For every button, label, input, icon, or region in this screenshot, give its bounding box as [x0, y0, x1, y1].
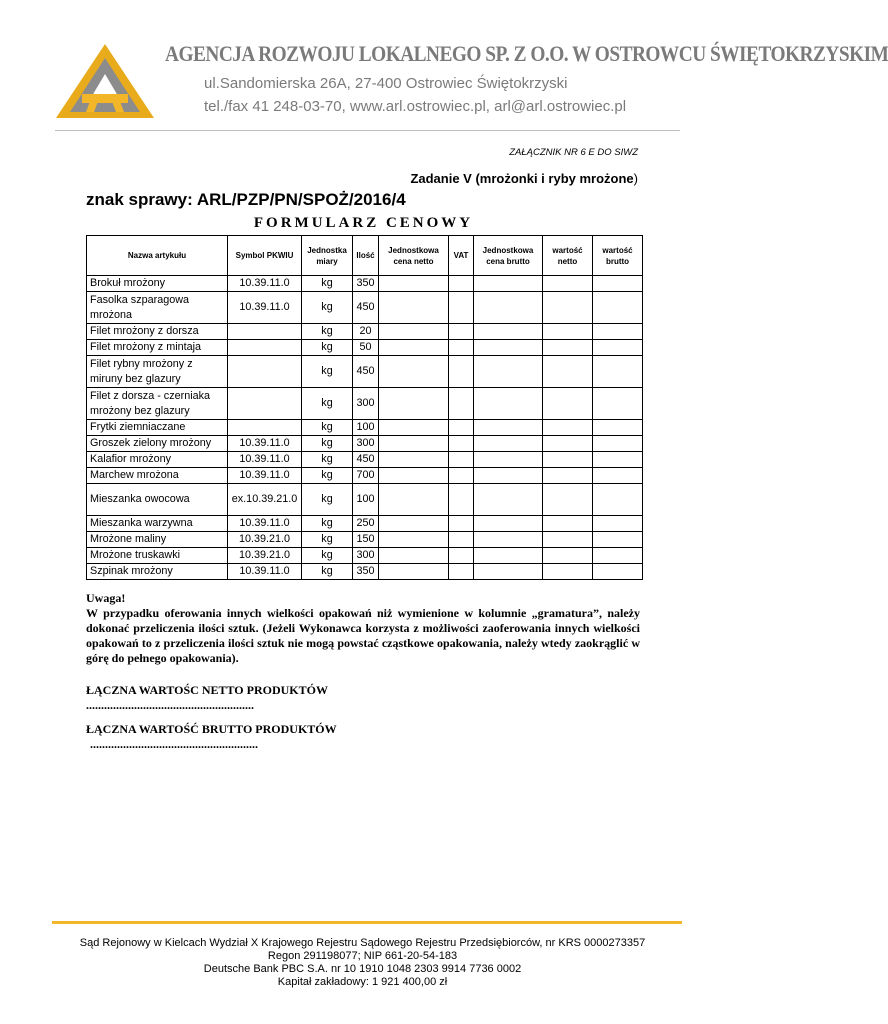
col-header-pkwiu: Symbol PKWIU — [228, 236, 302, 276]
table-row — [87, 356, 643, 388]
cell-unit: kg — [302, 564, 353, 580]
cell-vat[interactable] — [449, 532, 474, 548]
cell-unit-gross-price[interactable] — [474, 532, 543, 548]
cell-unit-net-price[interactable] — [379, 548, 449, 564]
cell-unit-gross-price[interactable] — [474, 564, 543, 580]
cell-pkwiu: 10.39.11.0 — [228, 276, 302, 292]
cell-name: Mieszanka owocowa — [87, 484, 228, 516]
cell-net-value[interactable] — [543, 388, 593, 420]
cell-unit: kg — [302, 292, 353, 324]
cell-gross-value[interactable] — [593, 452, 643, 468]
cell-pkwiu: 10.39.21.0 — [228, 532, 302, 548]
col-header-unit-net-price: Jednostkowa cena netto — [379, 236, 449, 276]
col-header-qty: Ilość — [353, 236, 379, 276]
cell-unit: kg — [302, 420, 353, 436]
table-row — [87, 436, 643, 452]
cell-unit-net-price[interactable] — [379, 292, 449, 324]
cell-unit-net-price[interactable] — [379, 564, 449, 580]
cell-gross-value[interactable] — [593, 420, 643, 436]
col-header-unit: Jednostka miary — [302, 236, 353, 276]
cell-gross-value[interactable] — [593, 292, 643, 324]
cell-qty: 450 — [353, 452, 379, 468]
cell-qty: 150 — [353, 532, 379, 548]
cell-pkwiu — [228, 388, 302, 420]
footer-court-register: Sąd Rejonowy w Kielcach Wydział X Krajowego Rejestru Sądowego Rejestru Przedsiębiorców, nr KRS 0000273357 — [79, 937, 646, 949]
cell-net-value[interactable] — [543, 452, 593, 468]
table-row — [87, 292, 643, 324]
table-row — [87, 468, 643, 484]
cell-unit-net-price[interactable] — [379, 532, 449, 548]
cell-unit-gross-price[interactable] — [474, 484, 543, 516]
cell-pkwiu — [228, 324, 302, 340]
organization-address: ul.Sandomierska 26A, 27-400 Ostrowiec Świętokrzyski — [204, 75, 568, 92]
cell-net-value[interactable] — [543, 548, 593, 564]
cell-unit: kg — [302, 276, 353, 292]
cell-unit: kg — [302, 548, 353, 564]
cell-unit-net-price[interactable] — [379, 436, 449, 452]
attachment-label: ZAŁĄCZNIK NR 6 E DO SIWZ — [509, 147, 638, 158]
cell-unit: kg — [302, 532, 353, 548]
cell-net-value[interactable] — [543, 436, 593, 452]
cell-pkwiu: 10.39.11.0 — [228, 436, 302, 452]
cell-net-value[interactable] — [543, 516, 593, 532]
total-brutto-label: ŁĄCZNA WARTOŚĆ BRUTTO PRODUKTÓW — [86, 722, 337, 736]
cell-gross-value[interactable] — [593, 276, 643, 292]
col-header-gross-value: wartość brutto — [593, 236, 643, 276]
cell-unit-gross-price[interactable] — [474, 292, 543, 324]
cell-gross-value[interactable] — [593, 468, 643, 484]
cell-unit-net-price[interactable] — [379, 452, 449, 468]
cell-pkwiu: 10.39.11.0 — [228, 468, 302, 484]
cell-gross-value[interactable] — [593, 532, 643, 548]
header-divider — [55, 130, 680, 131]
cell-qty: 20 — [353, 324, 379, 340]
cell-unit: kg — [302, 356, 353, 388]
cell-vat[interactable] — [449, 356, 474, 388]
cell-vat[interactable] — [449, 516, 474, 532]
organization-contact: tel./fax 41 248-03-70, www.arl.ostrowiec.pl, arl@arl.ostrowiec.pl — [204, 98, 627, 115]
cell-name: Frytki ziemniaczane — [87, 420, 228, 436]
notes-section — [86, 591, 640, 666]
cell-pkwiu: 10.39.11.0 — [228, 516, 302, 532]
table-row — [87, 564, 643, 580]
cell-unit: kg — [302, 340, 353, 356]
cell-net-value[interactable] — [543, 324, 593, 340]
cell-name: Groszek zielony mrożony — [87, 436, 228, 452]
cell-net-value[interactable] — [543, 532, 593, 548]
cell-net-value[interactable] — [543, 276, 593, 292]
cell-unit-gross-price[interactable] — [474, 436, 543, 452]
price-table — [86, 235, 643, 580]
cell-pkwiu: 10.39.11.0 — [228, 292, 302, 324]
cell-name: Szpinak mrożony — [87, 564, 228, 580]
cell-unit-gross-price[interactable] — [474, 420, 543, 436]
cell-gross-value[interactable] — [593, 340, 643, 356]
total-brutto-field[interactable]: ........................................................ — [90, 737, 258, 751]
cell-qty: 300 — [353, 436, 379, 452]
footer-divider — [52, 921, 682, 924]
total-netto-field[interactable]: ........................................................ — [86, 698, 254, 712]
task-title — [410, 171, 638, 186]
cell-name: Mrożone maliny — [87, 532, 228, 548]
cell-unit-net-price[interactable] — [379, 356, 449, 388]
table-row — [87, 276, 643, 292]
cell-vat[interactable] — [449, 484, 474, 516]
cell-qty: 300 — [353, 388, 379, 420]
cell-qty: 250 — [353, 516, 379, 532]
table-row — [87, 324, 643, 340]
cell-vat[interactable] — [449, 292, 474, 324]
cell-unit-net-price[interactable] — [379, 276, 449, 292]
cell-gross-value[interactable] — [593, 516, 643, 532]
cell-name: Marchew mrożona — [87, 468, 228, 484]
cell-name: Mieszanka warzywna — [87, 516, 228, 532]
cell-name: Brokuł mrożony — [87, 276, 228, 292]
cell-qty: 50 — [353, 340, 379, 356]
cell-pkwiu: 10.39.11.0 — [228, 452, 302, 468]
col-header-vat: VAT — [449, 236, 474, 276]
cell-name: Filet mrożony z mintaja — [87, 340, 228, 356]
cell-qty: 700 — [353, 468, 379, 484]
table-row — [87, 388, 643, 420]
cell-net-value[interactable] — [543, 340, 593, 356]
cell-gross-value[interactable] — [593, 484, 643, 516]
cell-gross-value[interactable] — [593, 356, 643, 388]
cell-vat[interactable] — [449, 340, 474, 356]
cell-vat[interactable] — [449, 468, 474, 484]
task-title-text: Zadanie V (mrożonki i ryby mrożone — [410, 171, 634, 186]
organization-name: AGENCJA ROZWOJU LOKALNEGO SP. Z O.O. W OSTROWCU ŚWIĘTOKRZYSKIM — [165, 41, 888, 66]
cell-unit-gross-price[interactable] — [474, 388, 543, 420]
cell-net-value[interactable] — [543, 564, 593, 580]
footer-share-capital: Kapitał zakładowy: 1 921 400,00 zł — [277, 976, 448, 988]
cell-vat[interactable] — [449, 420, 474, 436]
footer-regon-nip: Regon 291198077; NIP 661-20-54-183 — [267, 950, 458, 962]
cell-name: Filet mrożony z dorsza — [87, 324, 228, 340]
table-row — [87, 340, 643, 356]
total-netto — [86, 683, 328, 713]
cell-vat[interactable] — [449, 564, 474, 580]
cell-gross-value[interactable] — [593, 564, 643, 580]
cell-unit: kg — [302, 468, 353, 484]
cell-pkwiu — [228, 340, 302, 356]
col-header-unit-gross-price: Jednostkowa cena brutto — [474, 236, 543, 276]
cell-unit: kg — [302, 484, 353, 516]
cell-name: Fasolka szparagowa mrożona — [87, 292, 228, 324]
cell-pkwiu: 10.39.11.0 — [228, 564, 302, 580]
cell-qty: 300 — [353, 548, 379, 564]
table-row — [87, 532, 643, 548]
table-row — [87, 484, 643, 516]
cell-net-value[interactable] — [543, 292, 593, 324]
cell-unit-gross-price[interactable] — [474, 340, 543, 356]
cell-name: Filet rybny mrożony z miruny bez glazury — [87, 356, 228, 388]
cell-net-value[interactable] — [543, 356, 593, 388]
cell-unit-net-price[interactable] — [379, 468, 449, 484]
cell-unit-net-price[interactable] — [379, 484, 449, 516]
table-row — [87, 548, 643, 564]
cell-pkwiu — [228, 356, 302, 388]
cell-unit-gross-price[interactable] — [474, 516, 543, 532]
cell-pkwiu — [228, 420, 302, 436]
col-header-net-value: wartość netto — [543, 236, 593, 276]
task-title-paren: ) — [633, 171, 638, 186]
cell-pkwiu: 10.39.21.0 — [228, 548, 302, 564]
cell-unit-net-price[interactable] — [379, 340, 449, 356]
cell-unit-net-price[interactable] — [379, 324, 449, 340]
cell-vat[interactable] — [449, 548, 474, 564]
cell-unit-net-price[interactable] — [379, 516, 449, 532]
total-brutto — [86, 722, 337, 752]
cell-gross-value[interactable] — [593, 436, 643, 452]
col-header-name: Nazwa artykułu — [87, 236, 228, 276]
cell-qty: 350 — [353, 564, 379, 580]
form-title: FORMULARZ CENOWY — [253, 215, 474, 231]
notes-heading: Uwaga! — [86, 591, 126, 605]
cell-vat[interactable] — [449, 388, 474, 420]
cell-unit: kg — [302, 388, 353, 420]
cell-unit: kg — [302, 452, 353, 468]
cell-unit-net-price[interactable] — [379, 420, 449, 436]
cell-net-value[interactable] — [543, 420, 593, 436]
total-netto-label: ŁĄCZNA WARTOŚC NETTO PRODUKTÓW — [86, 683, 328, 697]
cell-vat[interactable] — [449, 276, 474, 292]
footer-bank-account: Deutsche Bank PBC S.A. nr 10 1910 1048 2303 9914 7736 0002 — [203, 963, 522, 975]
cell-unit: kg — [302, 436, 353, 452]
table-header-row — [87, 236, 643, 276]
cell-unit-gross-price[interactable] — [474, 324, 543, 340]
cell-qty: 450 — [353, 356, 379, 388]
cell-qty: 450 — [353, 292, 379, 324]
cell-name: Filet z dorsza - czerniaka mrożony bez glazury — [87, 388, 228, 420]
cell-vat[interactable] — [449, 324, 474, 340]
table-row — [87, 452, 643, 468]
table-row — [87, 516, 643, 532]
cell-qty: 100 — [353, 420, 379, 436]
cell-qty: 100 — [353, 484, 379, 516]
cell-gross-value[interactable] — [593, 388, 643, 420]
cell-pkwiu: ex.10.39.21.0 — [228, 484, 302, 516]
cell-unit-gross-price[interactable] — [474, 468, 543, 484]
cell-gross-value[interactable] — [593, 548, 643, 564]
cell-vat[interactable] — [449, 452, 474, 468]
cell-net-value[interactable] — [543, 484, 593, 516]
cell-vat[interactable] — [449, 436, 474, 452]
footer — [50, 937, 675, 989]
arl-logo-icon — [56, 44, 154, 118]
cell-unit: kg — [302, 324, 353, 340]
cell-qty: 350 — [353, 276, 379, 292]
cell-net-value[interactable] — [543, 468, 593, 484]
cell-unit-gross-price[interactable] — [474, 356, 543, 388]
cell-unit: kg — [302, 516, 353, 532]
cell-name: Kalafior mrożony — [87, 452, 228, 468]
cell-unit-net-price[interactable] — [379, 388, 449, 420]
cell-gross-value[interactable] — [593, 324, 643, 340]
table-row — [87, 420, 643, 436]
notes-body: W przypadku oferowania innych wielkości opakowań niż wymienione w kolumnie „gramatura”, należy dokonać przeliczenia ilości sztuk. (Jeżeli Wykonawca korzysta z możliwości zaoferowania innych wielkości opakowań to z przeliczenia ilości sztuk nie mogą powstać cząstkowe opakowania, należy wtedy zaokrąglić w górę do pełnego opakowania). — [86, 606, 640, 665]
cell-unit-gross-price[interactable] — [474, 276, 543, 292]
cell-unit-gross-price[interactable] — [474, 548, 543, 564]
case-reference: znak sprawy: ARL/PZP/PN/SPOŻ/2016/4 — [86, 190, 406, 209]
cell-unit-gross-price[interactable] — [474, 452, 543, 468]
cell-name: Mrożone truskawki — [87, 548, 228, 564]
